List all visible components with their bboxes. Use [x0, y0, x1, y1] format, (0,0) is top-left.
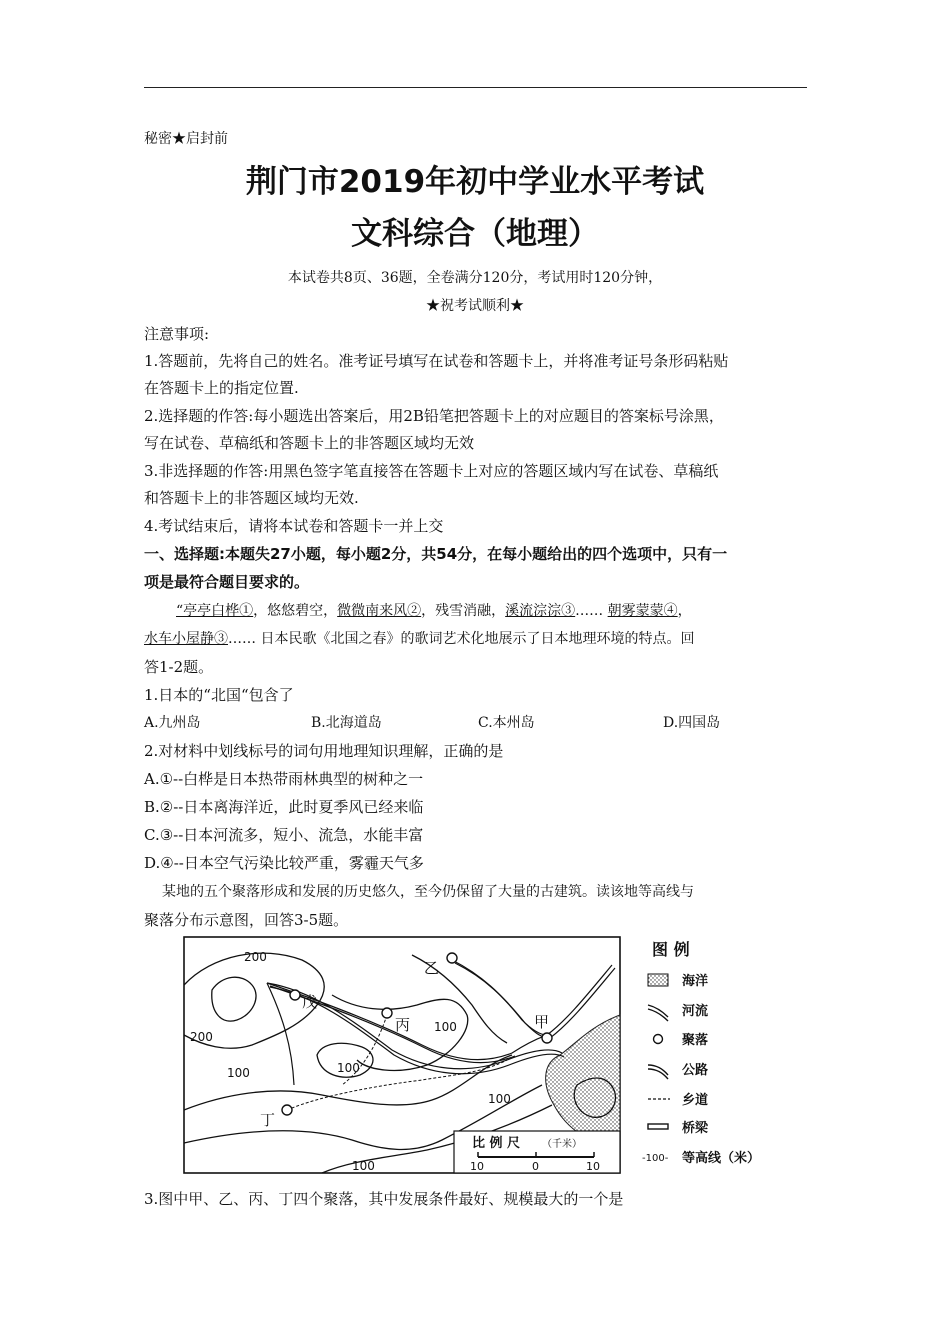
underlined-phrase-5: 水车小屋静③ — [144, 631, 228, 647]
q2-option-b: B.②--日本离海洋近，此时夏季风已经来临 — [144, 798, 424, 816]
passage-text: ，残雪消融， — [421, 603, 506, 619]
q2-option-d: D.④--日本空气污染比较严重，雾霾天气多 — [144, 854, 424, 872]
settlement-marker-yi — [447, 953, 457, 963]
legend-label: 乡道 — [682, 1093, 709, 1108]
legend-ocean-swatch — [648, 974, 668, 986]
contour-label: 100 — [434, 1020, 457, 1034]
q1-option-a: A.九州岛 — [144, 715, 201, 731]
legend-contour-sample: -100- — [642, 1153, 669, 1164]
confidential-mark: 秘密★启封前 — [144, 131, 228, 147]
map-legend — [642, 940, 760, 1166]
notes-heading: 注意事项: — [144, 325, 210, 343]
settlement-label: 丙 — [395, 1016, 411, 1034]
q1-option-c: C.本州岛 — [478, 715, 535, 731]
contour-label: 100 — [352, 1159, 375, 1173]
passage2-line-2: 聚落分布示意图，回答3-5题。 — [144, 911, 349, 929]
question-2-stem: 2.对材料中划线标号的词句用地理知识理解，正确的是 — [144, 742, 504, 760]
scale-tick: 0 — [532, 1160, 539, 1173]
passage-text: …… — [575, 603, 608, 619]
scale-title: 比 例 尺 — [472, 1136, 521, 1151]
passage2-line-1: 某地的五个聚落形成和发展的历史悠久，至今仍保留了大量的古建筑。读该地等高线与 — [162, 884, 694, 900]
legend-label: 海洋 — [682, 974, 709, 989]
passage-text: …… 日本民歌《北国之春》的歌词艺术化地展示了日本地理环境的特点。回 — [228, 631, 695, 647]
settlement-label: 戊 — [302, 993, 318, 1011]
section-heading: 一、选择题:本题失27小题，每小题2分，共54分，在每小题给出的四个选项中，只有一 — [144, 545, 728, 563]
scale-tick: 10 — [470, 1160, 484, 1173]
exam-title: 荆门市2019年初中学业水平考试 — [245, 164, 705, 200]
settlement-label: 丁 — [260, 1111, 276, 1129]
q1-option-b: B.北海道岛 — [311, 715, 382, 731]
notes-line: 和答题卡上的非答题区域均无效. — [144, 489, 359, 507]
contour-label: 100 — [337, 1061, 360, 1075]
question-1-stem: 1.日本的“北国“包含了 — [144, 686, 294, 704]
contour-settlement-map — [182, 935, 772, 1178]
exam-info: 本试卷共8页、36题，全卷满分120分，考试用时120分钟， — [287, 270, 663, 286]
q2-option-a: A.①--白桦是日本热带雨林典型的树种之一 — [144, 770, 424, 788]
q2-option-c: C.③--日本河流多，短小、流急，水能丰富 — [144, 826, 424, 844]
notes-line: 4.考试结束后，请将本试卷和答题卡一并上交 — [144, 517, 444, 535]
contour-label: 200 — [244, 950, 267, 964]
legend-settlement-symbol — [654, 1035, 663, 1044]
legend-label: 桥梁 — [682, 1121, 709, 1136]
underlined-phrase-1: “亭亭白桦① — [176, 603, 254, 619]
legend-label: 聚落 — [682, 1033, 709, 1048]
legend-river-symbol — [648, 1005, 668, 1021]
passage-line-3: 答1-2题。 — [144, 658, 214, 676]
legend-label: 公路 — [682, 1063, 709, 1078]
passage-line-2 — [144, 629, 694, 649]
passage-text: ，悠悠碧空， — [253, 603, 338, 619]
header-rule — [144, 87, 807, 88]
notes-line: 2.选择题的作答:每小题选出答案后，用2B铅笔把答题卡上的对应题目的答案标号涂黑， — [144, 407, 724, 425]
legend-label: 等高线（米） — [682, 1151, 761, 1166]
settlement-marker-wu — [290, 990, 300, 1000]
notes-line: 写在试卷、草稿纸和答题卡上的非答题区域均无效 — [144, 434, 475, 452]
settlement-label: 乙 — [424, 959, 440, 977]
scale-tick: 10 — [586, 1160, 600, 1173]
legend-title: 图 例 — [652, 940, 690, 959]
notes-line: 3.非选择题的作答:用黑色签字笔直接答在答题卡上对应的答题区域内写在试卷、草稿纸 — [144, 462, 719, 480]
legend-bridge-symbol — [648, 1124, 668, 1129]
settlement-label: 甲 — [534, 1013, 550, 1031]
question-3-stem: 3.图中甲、乙、丙、丁四个聚落，其中发展条件最好、规模最大的一个是 — [144, 1190, 624, 1208]
underlined-phrase-3: 溪流淙淙③ — [505, 603, 576, 619]
settlement-marker-bing — [382, 1008, 392, 1018]
settlement-marker-ding — [282, 1105, 292, 1115]
contour-label: 200 — [190, 1030, 213, 1044]
passage-line-1 — [176, 601, 692, 621]
exam-wish: ★祝考试顺利★ — [426, 298, 524, 314]
section-heading-cont: 项是最符合题目要求的。 — [144, 573, 310, 591]
q1-option-d: D.四国岛 — [663, 715, 721, 731]
legend-label: 河流 — [682, 1004, 709, 1019]
underlined-phrase-2: 微微南来风② — [337, 603, 422, 619]
settlement-marker-jia — [542, 1033, 552, 1043]
contour-label: 100 — [227, 1066, 250, 1080]
notes-line: 1.答题前，先将自己的姓名。准考证号填写在试卷和答题卡上，并将准考证号条形码粘贴 — [144, 352, 729, 370]
scale-unit: （千米） — [542, 1139, 582, 1150]
contour-label: 100 — [488, 1092, 511, 1106]
scale-bar — [454, 1131, 620, 1173]
underlined-phrase-4: 朝雾蒙蒙④ — [607, 603, 678, 619]
exam-subtitle: 文科综合（地理） — [351, 216, 599, 252]
legend-highway-symbol — [648, 1065, 668, 1079]
notes-line: 在答题卡上的指定位置. — [144, 379, 299, 397]
passage-text: ， — [677, 603, 692, 619]
